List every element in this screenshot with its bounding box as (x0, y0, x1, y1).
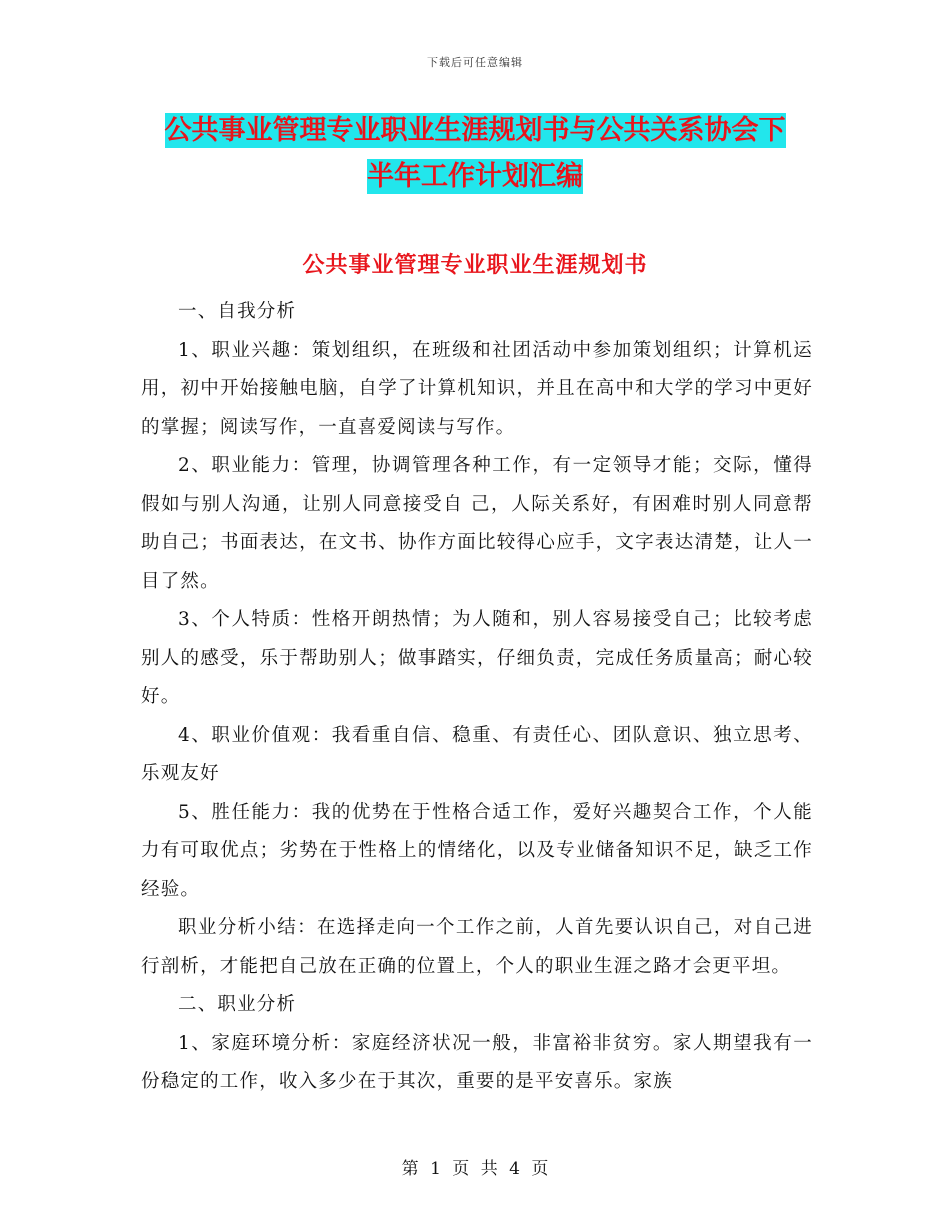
paragraph-career-values: 4、职业价值观：我看重自信、稳重、有责任心、团队意识、独立思考、乐观友好 (141, 724, 813, 784)
document-title-line-1: 公共事业管理专业职业生涯规划书与公共关系协会下 (164, 115, 786, 146)
document-title-line-2: 半年工作计划汇编 (367, 161, 583, 192)
paragraph-personal-traits: 3、个人特质：性格开朗热情；为人随和，别人容易接受自己；比较考虑别人的感受，乐于帮助别人；做事踏实，仔细负责，完成任务质量高；耐心较好。 (141, 609, 813, 707)
paragraph-competence: 5、胜任能力：我的优势在于性格合适工作，爱好兴趣契合工作，个人能力有可取优点；劣势在于性格上的情绪化，以及专业储备知识不足，缺乏工作经验。 (141, 801, 813, 900)
heading-career-analysis: 二、职业分析 (178, 994, 297, 1015)
paragraph-career-ability: 2、职业能力：管理，协调管理各种工作，有一定领导才能；交际，懂得假如与别人沟通，让别人同意接受自 己，人际关系好，有困难时别人同意帮助自己；书面表达，在文书、协作方面比较得心应手，文字表达清楚，让人一目了然。 (141, 455, 813, 592)
paragraph-family-environment: 1、家庭环境分析：家庭经济状况一般，非富裕非贫穷。家人期望我有一份稳定的工作，收入多少在于其次，重要的是平安喜乐。家族 (141, 1032, 813, 1092)
paragraph-analysis-summary: 职业分析小结：在选择走向一个工作之前，人首先要认识自己，对自己进行剖析，才能把自己放在正确的位置上，个人的职业生涯之路才会更平坦。 (141, 917, 813, 977)
heading-self-analysis: 一、自我分析 (178, 301, 297, 322)
header-note: 下载后可任意编辑 (427, 56, 523, 69)
page-number: 第 1 页 共 4 页 (401, 1159, 549, 1179)
document-body (141, 293, 813, 1102)
document-title (140, 108, 810, 200)
paragraph-career-interest: 1、职业兴趣：策划组织，在班级和社团活动中参加策划组织；计算机运用，初中开始接触电脑，自学了计算机知识，并且在高中和大学的学习中更好的掌握；阅读写作，一直喜爱阅读与写作。 (141, 339, 813, 438)
section-title: 公共事业管理专业职业生涯规划书 (302, 253, 648, 278)
